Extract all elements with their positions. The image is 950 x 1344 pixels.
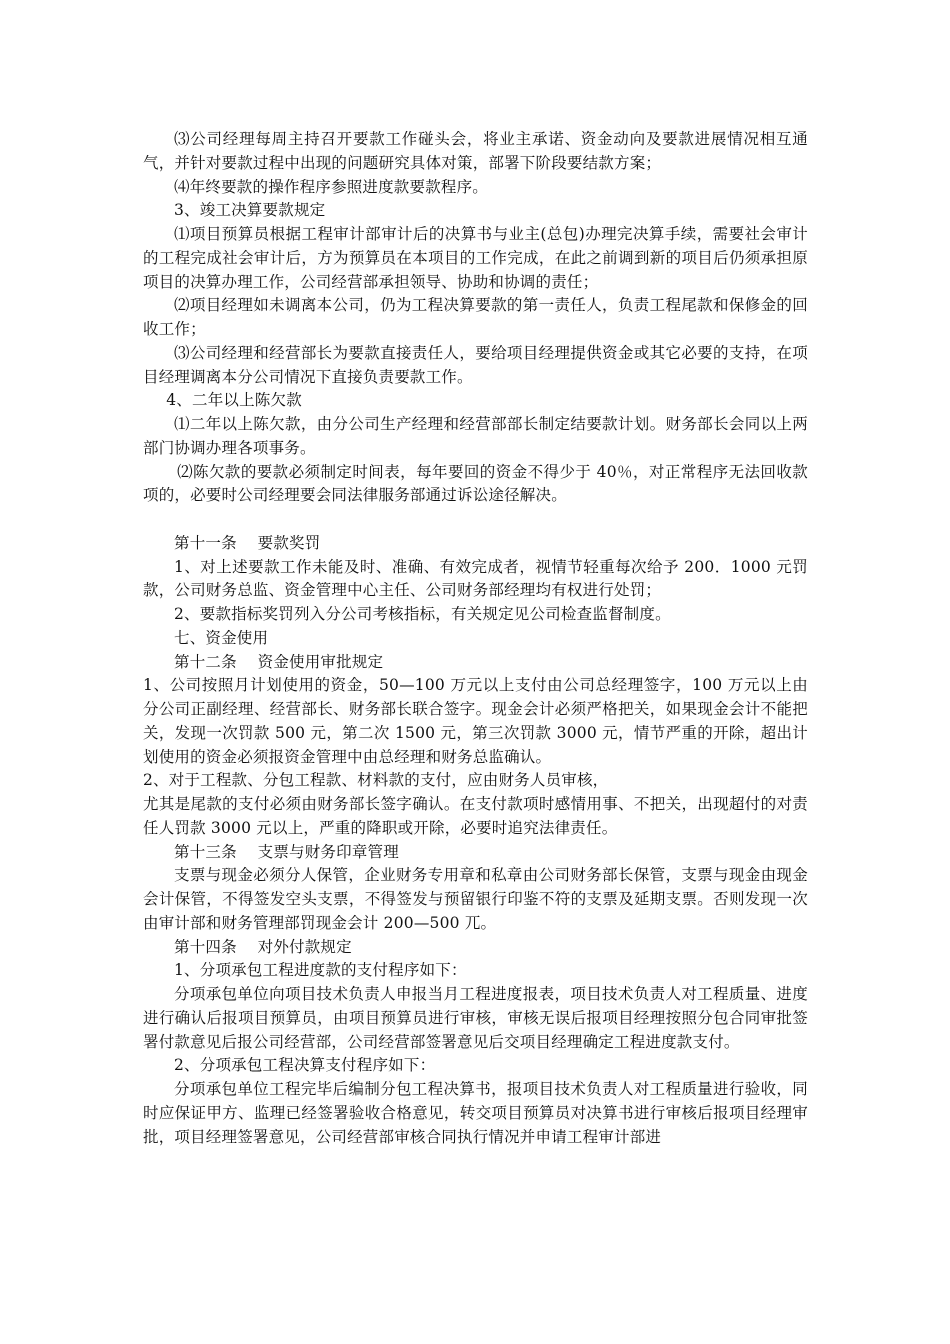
paragraph: 分项承包单位向项目技术负责人申报当月工程进度报表，项目技术负责人对工程质量、进度进行确认后报项目预算员，由项目预算员进行审核，审核无误后报项目经理按照分包合同审批签署付款意见后报公司经营部，公司经营部签署意见后交项目经理确定工程进度款支付。 [143, 985, 808, 1051]
paragraph: ⑴二年以上陈欠款，由分公司生产经理和经营部部长制定结要款计划。财务部长会同以上两部门协调办理各项事务。 [143, 415, 808, 457]
paragraph: 2、要款指标奖罚列入分公司考核指标，有关规定见公司检查监督制度。 [174, 605, 671, 623]
paragraph: ⑵项目经理如未调离本公司，仍为工程决算要款的第一责任人，负责工程尾款和保修金的回收工作； [143, 296, 808, 338]
paragraph: 分项承包单位工程完毕后编制分包工程决算书，报项目技术负责人对工程质量进行验收，同时应保证甲方、监理已经签署验收合格意见，转交项目预算员对决算书进行审核后报项目经理审批，项目经理签署意见，公司经营部审核合同执行情况并申请工程审计部进 [143, 1080, 808, 1146]
paragraph: 尤其是尾款的支付必须由财务部长签字确认。在支付款项时感情用事、不把关，出现超付的对责任人罚款 3000 元以上，严重的降职或开除，必要时追究法律责任。 [143, 795, 808, 837]
paragraph: ⑶公司经理每周主持召开要款工作碰头会，将业主承诺、资金动向及要款进展情况相互通气，并针对要款过程中出现的问题研究具体对策，部署下阶段要结款方案； [143, 130, 808, 172]
article-heading: 第十一条 要款奖罚 [174, 533, 321, 552]
section-heading: 1、分项承包工程进度款的支付程序如下： [174, 961, 467, 980]
paragraph: ⑶公司经理和经营部长为要款直接责任人，要给项目经理提供资金或其它必要的支持，在项目经理调离本分公司情况下直接负责要款工作。 [143, 343, 808, 386]
section-heading: 4、二年以上陈欠款 [166, 391, 302, 410]
article-heading: 第十四条 对外付款规定 [174, 937, 352, 956]
section-heading: 3、竣工决算要款规定 [174, 201, 326, 220]
chapter-heading: 七、资金使用 [174, 628, 269, 647]
section-heading: 2、分项承包工程决算支付程序如下： [174, 1056, 436, 1075]
paragraph: 1、公司按照月计划使用的资金，50—100 万元以上支付由公司总经理签字，100 万元以上由分公司正副经理、经营部长、财务部长联合签字。现金会计必须严格把关，如果现金会计不能把关，发现一次罚款 500 元，第二次 1500 元，第三次罚款 3000 元，情节严重的开除，超出计划使用的资金必须报资金管理中由总经理和财务总监确认。 [143, 676, 808, 766]
paragraph: 1、对上述要款工作未能及时、准确、有效完成者，视情节轻重每次给予 200．1000 元罚款，公司财务总监、资金管理中心主任、公司财务部经理均有权进行处罚； [143, 557, 808, 600]
article-heading: 第十二条 资金使用审批规定 [174, 652, 384, 671]
paragraph: ⑴项目预算员根据工程审计部审计后的决算书与业主(总包)办理完决算手续，需要社会审计的工程完成社会审计后，方为预算员在本项目的工作完成，在此之前调到新的项目后仍须承担原项目的决算办理工作，公司经营部承担领导、协助和协调的责任； [143, 225, 808, 291]
document-body [143, 128, 808, 1149]
paragraph: 2、对于工程款、分包工程款、材料款的支付，应由财务人员审核， [143, 771, 609, 790]
paragraph: ⑵陈欠款的要款必须制定时间表，每年要回的资金不得少于 40％，对正常程序无法回收款项的，必要时公司经理要会同法律服务部通过诉讼途径解决。 [143, 462, 808, 505]
paragraph: ⑷年终要款的操作程序参照进度款要款程序。 [174, 177, 489, 196]
paragraph: 支票与现金必须分人保管，企业财务专用章和私章由公司财务部长保管，支票与现金由现金会计保管，不得签发空头支票，不得签发与预留银行印鉴不符的支票及延期支票。否则发现一次由审计部和财务管理部罚现金会计 200—500 兀。 [143, 866, 808, 932]
article-heading: 第十三条 支票与财务印章管理 [174, 842, 399, 861]
blank-line [143, 508, 808, 532]
